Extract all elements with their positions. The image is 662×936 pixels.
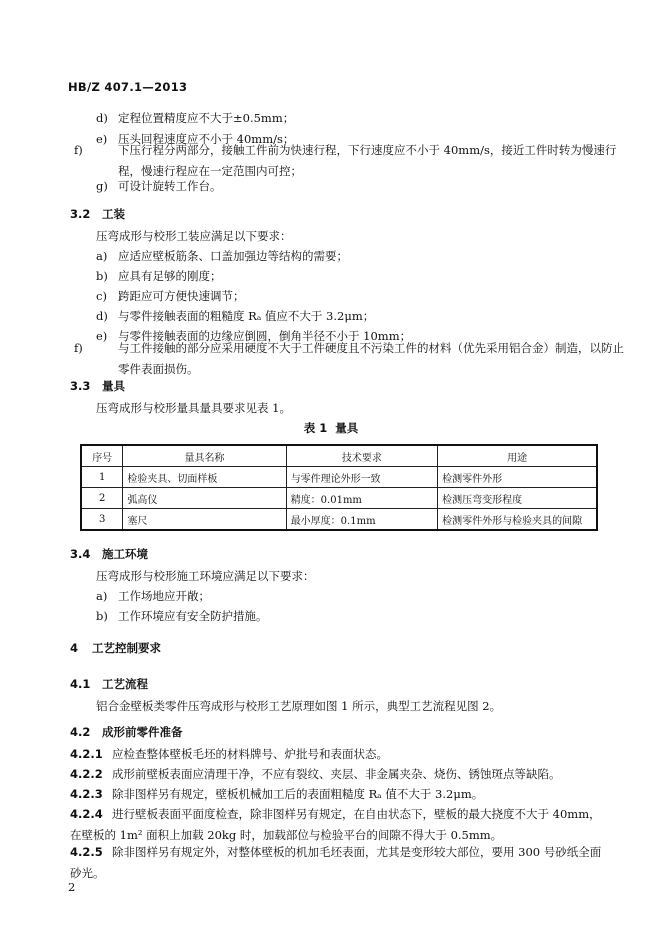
table-cell: 检测压弯变形程度 — [438, 488, 597, 509]
table-cell: 2 — [81, 488, 123, 509]
clause-4-2-4: 4.2.4 进行壁板表面平面度检查，除非图样另有规定，在自由状态下，壁板的最大挠度不大于 40mm，在壁板的 1m² 面积上加载 20kg 时，加载部位与检验平台的间隙不得大于 0.5mm。 — [70, 807, 601, 842]
list-item: e) 与零件接触表面的边缘应倒圆，倒角半径不小于 10mm； — [96, 329, 412, 343]
table-caption: 表 1 量具 — [303, 421, 359, 435]
table-row — [81, 467, 597, 488]
clause-4-2-3: 4.2.3 除非图样另有规定，壁板机械加工后的表面粗糙度 Rₐ 值不大于 3.2μm。 — [70, 787, 484, 801]
list-item: a) 应适应壁板筋条、口盖加强边等结构的需要； — [96, 249, 348, 263]
table-cell: 检测零件外形与检验夹具的间隙 — [438, 509, 597, 531]
list-item: d) 与零件接触表面的粗糙度 Rₐ 值应不大于 3.2μm； — [96, 309, 375, 323]
list-item: a) 工作场地应开敞； — [96, 589, 210, 603]
table-header-cell: 序号 — [81, 445, 123, 467]
page-number: 2 — [68, 880, 76, 894]
table-header-cell: 用途 — [438, 445, 597, 467]
section-heading-3-2: 3.2 工装 — [70, 207, 125, 221]
clause-4-2-5: 4.2.5 除非图样另有规定外，对整体壁板的机加毛坯表面，尤其是变形较大部位，要用 300 号砂纸全面砂光。 — [70, 845, 602, 880]
section-heading-4-2: 4.2 成形前零件准备 — [70, 725, 183, 739]
list-item: f) 与工件接触的部分应采用硬度不大于工件硬度且不污染工件的材料（优先采用铝合金）制造，以防止零件表面损伤。 — [74, 341, 624, 376]
table-cell: 3 — [81, 509, 123, 531]
table-cell: 与零件理论外形一致 — [286, 467, 437, 488]
list-item: g) 可设计旋转工作台。 — [96, 179, 222, 193]
list-item: b) 工作环境应有安全防护措施。 — [96, 609, 268, 623]
list-item: e) 压头回程速度应不小于 40mm/s； — [96, 132, 295, 146]
table-cell: 检验夹具、切面样板 — [123, 467, 286, 488]
list-item: c) 跨距应可方便快速调节； — [96, 289, 245, 303]
table-row — [81, 509, 597, 531]
table-cell: 检测零件外形 — [438, 467, 597, 488]
list-item: f) 下压行程分两部分，接触工件前为快速行程，下行速度应不小于 40mm/s，接近工件时转为慢速行程，慢速行程应在一定范围内可控； — [74, 143, 617, 178]
table-row — [81, 488, 597, 509]
table-cell: 塞尺 — [123, 509, 286, 531]
table-cell: 1 — [81, 467, 123, 488]
clause-4-2-1: 4.2.1 应检查整体壁板毛坯的材料牌号、炉批号和表面状态。 — [70, 747, 388, 761]
table-header-row — [81, 445, 597, 467]
section-text: 铝合金壁板类零件压弯成形与校形工艺原理如图 1 所示，典型工艺流程见图 2。 — [96, 699, 502, 713]
gauges-table — [80, 444, 598, 531]
list-item: b) 应具有足够的刚度； — [96, 269, 222, 283]
table-cell: 最小厚度：0.1mm — [286, 509, 437, 531]
table-cell: 精度：0.01mm — [286, 488, 437, 509]
doc-code-header: HB/Z 407.1—2013 — [68, 80, 188, 94]
section-intro: 压弯成形与校形施工环境应满足以下要求： — [96, 569, 315, 583]
section-heading-3-3: 3.3 量具 — [70, 379, 125, 393]
table-cell: 弧高仪 — [123, 488, 286, 509]
list-item: d) 定程位置精度应不大于±0.5mm； — [96, 111, 295, 125]
clause-4-2-2: 4.2.2 成形前壁板表面应清理干净，不应有裂纹、夹层、非金属夹杂、烧伤、锈蚀斑点等缺陷。 — [70, 767, 561, 781]
table-header-cell: 量具名称 — [123, 445, 286, 467]
chapter-heading-4: 4 工艺控制要求 — [70, 641, 161, 655]
section-intro: 压弯成形与校形量具量具要求见表 1。 — [96, 401, 291, 415]
section-intro: 压弯成形与校形工装应满足以下要求： — [96, 229, 292, 243]
table-header-cell: 技术要求 — [286, 445, 437, 467]
section-heading-3-4: 3.4 施工环境 — [70, 547, 148, 561]
section-heading-4-1: 4.1 工艺流程 — [70, 677, 148, 691]
